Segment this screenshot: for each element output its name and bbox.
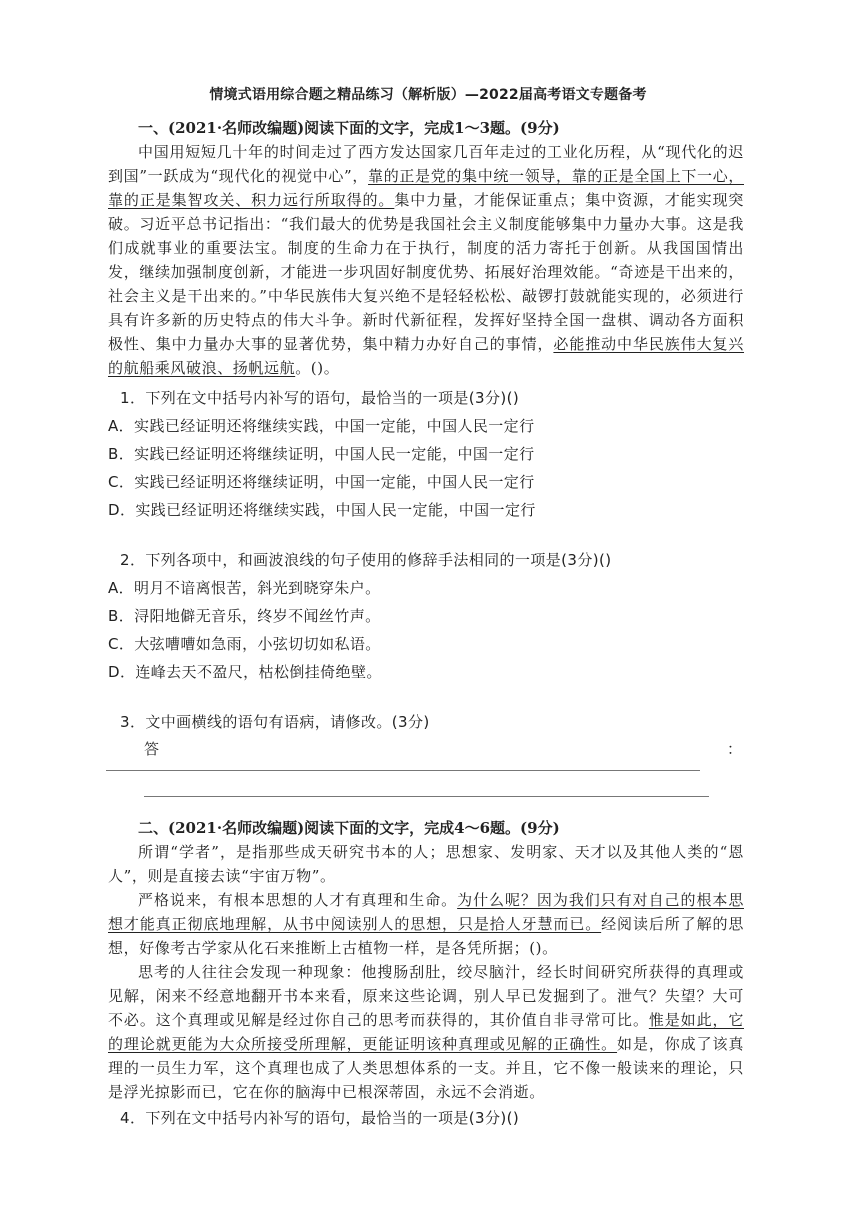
question-1-stem: 1．下列在文中括号内补写的语句，最恰当的一项是(3分)(): [120, 389, 520, 407]
answer-line-1[interactable]: [106, 770, 700, 771]
answer-lines[interactable]: [108, 764, 744, 816]
underlined-sentence: 靠的正是党的集中统一领导，靠的正是全国上下一心，靠的正是集智攻关、积力远行所取得的。: [108, 167, 744, 209]
question-1-option-a[interactable]: A．实践已经证明还将继续实践，中国一定能，中国人民一定行: [108, 417, 535, 435]
page-title: 情境式语用综合题之精品练习（解析版）—2022届高考语文专题备考: [209, 87, 647, 103]
document-page: [108, 84, 744, 1132]
wavy-underlined-sentence: 必能推动中华民族伟大复兴的航船乘风破浪、扬帆远航: [108, 335, 745, 377]
underlined-sentence: 惟是如此，它的理论就更能为大众所接受所理解，更能证明该种真理或见解的正确性。: [108, 1011, 744, 1053]
section-2-paragraph-1: 所谓“学者”，是指那些成天研究书本的人；思想家、发明家、天才以及其他人类的“恩人”，则是直接去读“宇宙万物”。: [108, 843, 744, 885]
question-1-option-b[interactable]: B．实践已经证明还将继续证明，中国人民一定能，中国一定行: [108, 445, 535, 463]
answer-label: 答: [144, 740, 160, 758]
section-1-heading: 一、(2021·名师改编题)阅读下面的文字，完成1～3题。(9分): [138, 119, 560, 137]
answer-line-2[interactable]: [144, 796, 709, 797]
passage-text: 如是，你成了该真理的一员生力军，这个真理也成了人类思想体系的一支。并且，它不像一般读来的理论，只是浮光掠影而已，它在你的脑海中已根深蒂固，永远不会消逝。: [108, 1035, 744, 1101]
question-1-option-d[interactable]: D．实践已经证明还将继续实践，中国人民一定能，中国一定行: [108, 501, 536, 519]
answer-row: [108, 736, 744, 764]
answer-colon: ：: [726, 740, 742, 758]
section-2-heading: 二、(2021·名师改编题)阅读下面的文字，完成4～6题。(9分): [138, 819, 560, 837]
question-2-option-b[interactable]: B．浔阳地僻无音乐，终岁不闻丝竹声。: [108, 607, 381, 625]
question-2-option-c[interactable]: C．大弦嘈嘈如急雨，小弦切切如私语。: [108, 635, 381, 653]
passage-text: 。()。: [295, 359, 340, 377]
section-2-paragraph-2: [108, 888, 744, 960]
passage-text: 集中力量，才能保证重点；集中资源，才能实现突破。习近平总书记指出：“我们最大的优势是我国社会主义制度能够集中力量办大事。这是我们成就事业的重要法宝。制度的生命力在于执行，制度的活力寄托于创新。从我国国情出发，继续加强制度创新，才能进一步巩固好制度优势、拓展好治理效能。“奇迹是干出来的，社会主义是干出来的。”中华民族伟大复兴绝不是轻轻松松、敲锣打鼓就能实现的，必须进行具有许多新的历史特点的伟大斗争。新时代新征程，发挥好坚持全国一盘棋、调动各方面积极性、集中力量办大事的显著优势，集中精力办好自己的事情，: [108, 191, 744, 353]
section-1-passage: [108, 140, 744, 380]
question-3-stem: 3．文中画横线的语句有语病，请修改。(3分): [120, 713, 430, 731]
question-4-stem: 4．下列在文中括号内补写的语句，最恰当的一项是(3分)(): [120, 1109, 520, 1127]
underlined-sentence: 为什么呢？因为我们只有对自己的根本思想才能真正彻底地理解，从书中阅读别人的思想，只是拾人牙慧而已。: [108, 891, 744, 933]
passage-text: 思考的人往往会发现一种现象：他搜肠刮肚，绞尽脑汁，经长时间研究所获得的真理或见解，闲来不经意地翻开书本来看，原来这些论调，别人早已发掘到了。泄气？失望？大可不必。这个真理或见解是经过你自己的思考而获得的，其价值自非寻常可比。: [108, 963, 744, 1029]
question-2-stem: 2．下列各项中，和画波浪线的句子使用的修辞手法相同的一项是(3分)(): [120, 551, 612, 569]
passage-text: 中国用短短几十年的时间走过了西方发达国家几百年走过的工业化历程，从“现代化的迟到国”一跃成为“现代化的视觉中心”，: [108, 143, 744, 185]
section-2-paragraph-3: [108, 960, 744, 1104]
question-2-option-d[interactable]: D．连峰去天不盈尺，枯松倒挂倚绝壁。: [108, 663, 382, 681]
passage-text: 严格说来，有根本思想的人才有真理和生命。: [138, 891, 458, 909]
question-1-option-c[interactable]: C．实践已经证明还将继续证明，中国一定能，中国人民一定行: [108, 473, 535, 491]
passage-text: 经阅读后所了解的思想，好像考古学家从化石来推断上古植物一样，是各凭所据；()。: [108, 915, 745, 957]
question-2-option-a[interactable]: A．明月不谙离恨苦，斜光到晓穿朱户。: [108, 579, 381, 597]
